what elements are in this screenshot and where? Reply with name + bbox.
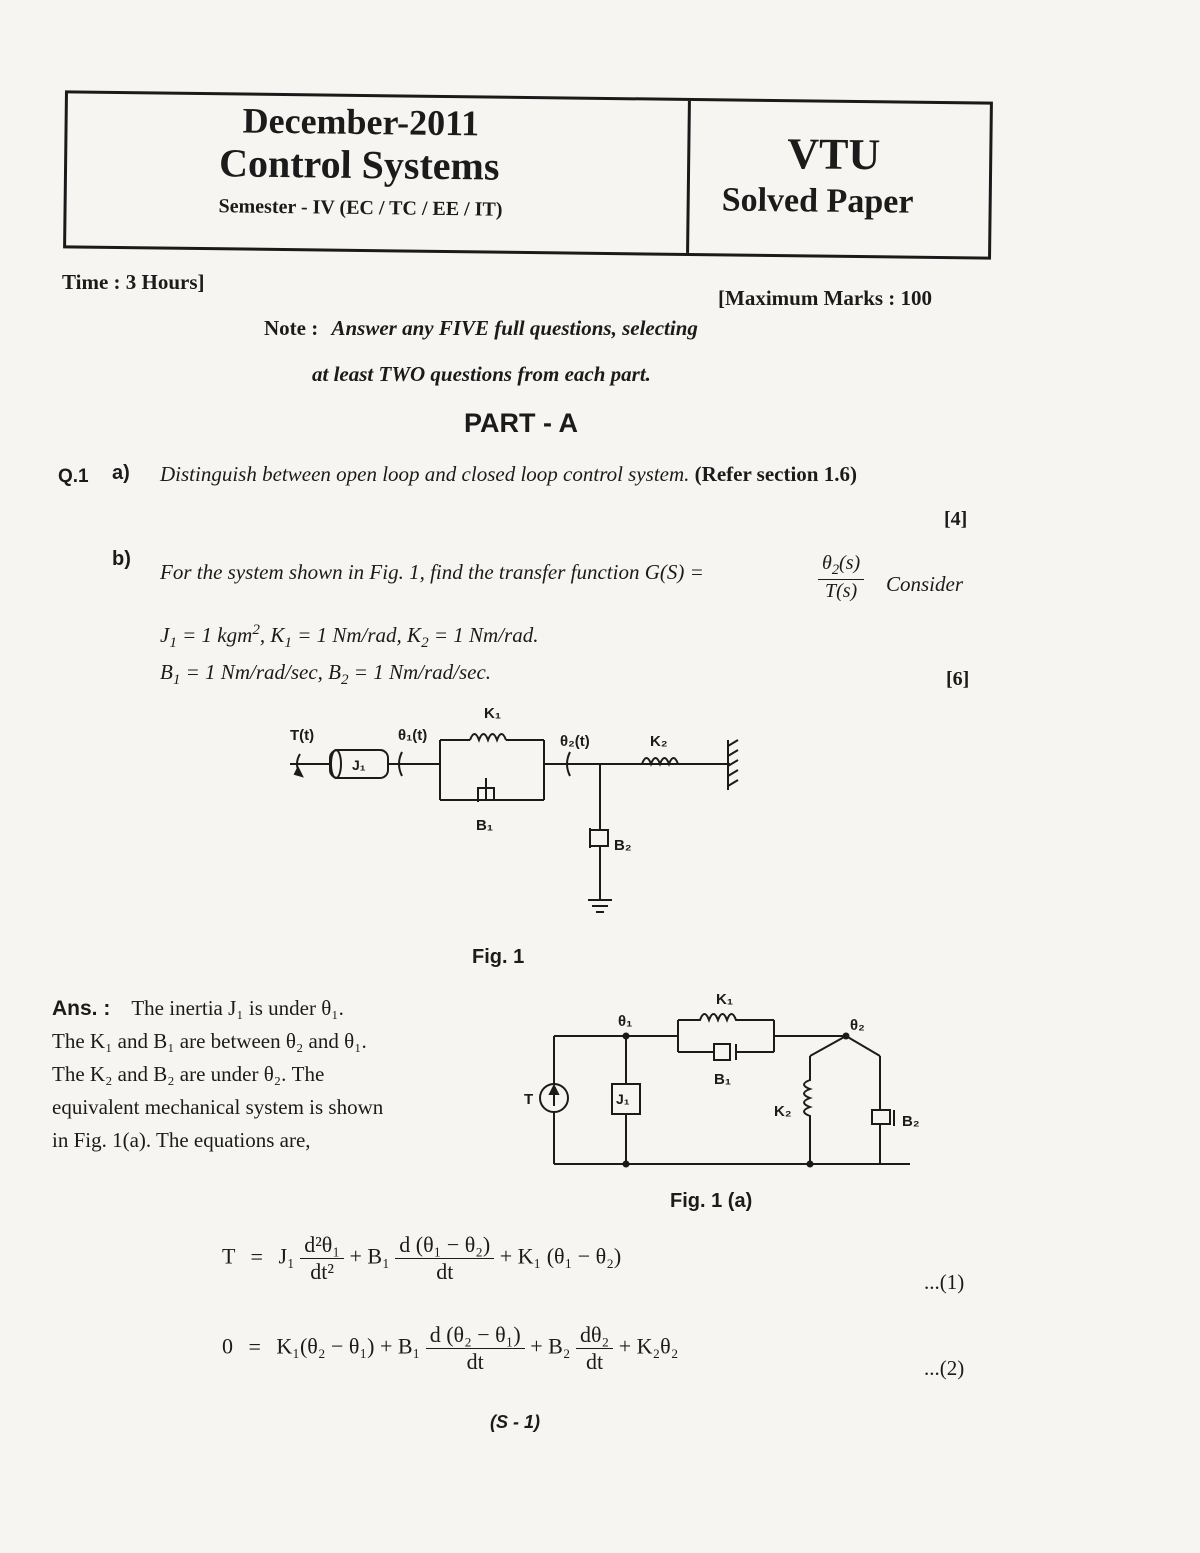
exam-month-year: December-2011 — [242, 100, 480, 144]
exam-time: Time : 3 Hours] — [62, 270, 205, 294]
g-b1: B — [160, 660, 173, 684]
damper-b1-a — [714, 1044, 730, 1060]
eq1-tag: ...(1) — [924, 1270, 965, 1294]
fig1-diagram — [270, 690, 770, 960]
q1b-marks: [6] — [946, 668, 970, 690]
equation-1 — [222, 1232, 621, 1285]
eq2-frac2-num: dθ₂ — [576, 1322, 613, 1349]
eq1-frac2-den: dt — [436, 1259, 454, 1284]
answer-line-5: in Fig. 1(a). The equations are, — [52, 1128, 311, 1152]
g-k2-val: = 1 Nm/rad. — [433, 623, 539, 647]
g-b2-val: = 1 Nm/rad/sec. — [353, 660, 492, 684]
g-k1: , K — [259, 623, 285, 647]
fig1a-k1-label: K₁ — [716, 991, 734, 1008]
eq2-lhs: 0 — [222, 1333, 233, 1359]
fig1-torque-label: T(t) — [290, 727, 315, 744]
q1b-transfer-fraction — [818, 552, 864, 603]
fig1a-b1-label: B₁ — [714, 1071, 732, 1088]
g-j-val: = 1 kgm — [182, 623, 253, 647]
spring-k2-a — [804, 1056, 810, 1164]
answer-line-1 — [52, 992, 482, 1025]
semester-line: Semester - IV (EC / TC / EE / IT) — [218, 195, 503, 221]
fig1a-j1-label: J₁ — [616, 1091, 630, 1107]
g-b1-val: = 1 Nm/rad/sec, B — [185, 660, 341, 684]
q1a-text — [160, 462, 857, 487]
eq2-frac2-den: dt — [586, 1349, 604, 1374]
fig1-theta2-label: θ₂(t) — [560, 733, 590, 750]
eq2-frac1-den: dt — [466, 1349, 484, 1374]
eq1-term2: + B₁ — [349, 1243, 390, 1269]
q1b-consider: Consider — [886, 572, 964, 596]
fig1a-t-label: T — [524, 1091, 534, 1108]
fig1a-theta2-label: θ₂ — [850, 1017, 865, 1034]
fig1-caption: Fig. 1 — [472, 946, 525, 968]
g-j-sub: 1 — [169, 635, 177, 652]
q1a-marks: [4] — [944, 508, 968, 530]
eq1-frac2-num: d (θ₁ − θ₂) — [395, 1232, 494, 1259]
university-name: VTU — [786, 129, 881, 180]
q1a-reference: (Refer section 1.6) — [694, 462, 857, 486]
fig1a-theta1-label: θ₁ — [618, 1013, 633, 1030]
note-line-1: Answer any FIVE full questions, selecting — [331, 316, 698, 340]
fig1a-b2-label: B₂ — [902, 1113, 920, 1130]
frac-num-theta: θ — [822, 552, 832, 574]
answer-line-1-text: The inertia J₁ is under θ₁. — [131, 996, 344, 1020]
paper-type: Solved Paper — [721, 181, 914, 221]
fig1-j1-label: J₁ — [352, 757, 366, 773]
frac-num-tail: (s) — [839, 552, 861, 574]
eq1-frac1-num: d²θ₁ — [300, 1232, 344, 1259]
answer-line-3: The K₂ and B₂ are under θ₂. The — [52, 1062, 325, 1086]
eq2-term1: K₁(θ₂ − θ₁) + B₁ — [276, 1333, 421, 1359]
eq2-equals: = — [248, 1333, 261, 1359]
eq1-equals: = — [250, 1243, 263, 1269]
eq2-frac1-num: d (θ₂ − θ₁) — [426, 1322, 525, 1349]
eq2-term2: + B₂ — [530, 1333, 571, 1359]
answer-text — [52, 992, 482, 1157]
part-title: PART - A — [464, 408, 578, 438]
max-marks: [Maximum Marks : 100 — [718, 286, 933, 310]
eq1-term1: J₁ — [278, 1243, 295, 1269]
note-label: Note : — [264, 316, 319, 340]
fig1-k1-label: K₁ — [484, 705, 502, 722]
note-line-2: at least TWO questions from each part. — [312, 362, 651, 386]
fig1-theta1-label: θ₁(t) — [398, 727, 428, 744]
equation-2 — [222, 1322, 678, 1375]
subject-title: Control Systems — [218, 140, 500, 189]
header-divider — [686, 101, 691, 253]
fig1-b2-label: B₂ — [614, 837, 632, 854]
fig1a-diagram — [510, 980, 950, 1180]
fig1-k2-label: K₂ — [650, 733, 668, 750]
header-box — [63, 90, 993, 259]
q1a-label: a) — [112, 462, 130, 484]
eq2-term3: + K₂θ₂ — [618, 1333, 679, 1359]
note — [264, 316, 698, 341]
damper-b2 — [590, 830, 608, 846]
answer-label: Ans. : — [52, 997, 111, 1020]
answer-line-2: The K₁ and B₁ are between θ₂ and θ₁. — [52, 1029, 367, 1053]
damper-b2-a — [872, 1110, 890, 1124]
fig1a-k2-label: K₂ — [774, 1103, 792, 1120]
q1b-label: b) — [112, 548, 131, 570]
spring-k1-a — [678, 1014, 774, 1020]
g-k1-val: = 1 Nm/rad, K — [297, 623, 422, 647]
eq1-term3: + K₁ (θ₁ − θ₂) — [499, 1243, 622, 1269]
given-line-2: $B_1 = 1$ Nm/rad/sec, $B_2 = 1$ Nm/rad/sec. — [160, 660, 492, 689]
question-number: Q.1 — [58, 466, 89, 487]
frac-num-sub: 2 — [831, 562, 840, 578]
eq1-frac1-den: dt² — [310, 1259, 334, 1284]
frac-den: T(s) — [824, 580, 858, 602]
given-line-1: $J_1 = 1$ kgm$^2$, $K_1 = 1$ Nm/rad, $K_2 = 1$ Nm/rad. — [160, 622, 539, 652]
g-j: J — [160, 623, 170, 647]
q1b-text: For the system shown in Fig. 1, find the transfer function G(S) = — [160, 560, 704, 584]
eq2-tag: ...(2) — [924, 1356, 965, 1380]
fig1-b1-label: B₁ — [476, 817, 494, 834]
eq1-lhs: T — [222, 1243, 236, 1269]
q1a-question: Distinguish between open loop and closed loop control system. — [160, 462, 690, 486]
spring-k1 — [470, 734, 506, 740]
fig1a-caption: Fig. 1 (a) — [670, 1190, 753, 1212]
answer-line-4: equivalent mechanical system is shown — [52, 1095, 384, 1119]
page-number: (S - 1) — [490, 1412, 541, 1432]
